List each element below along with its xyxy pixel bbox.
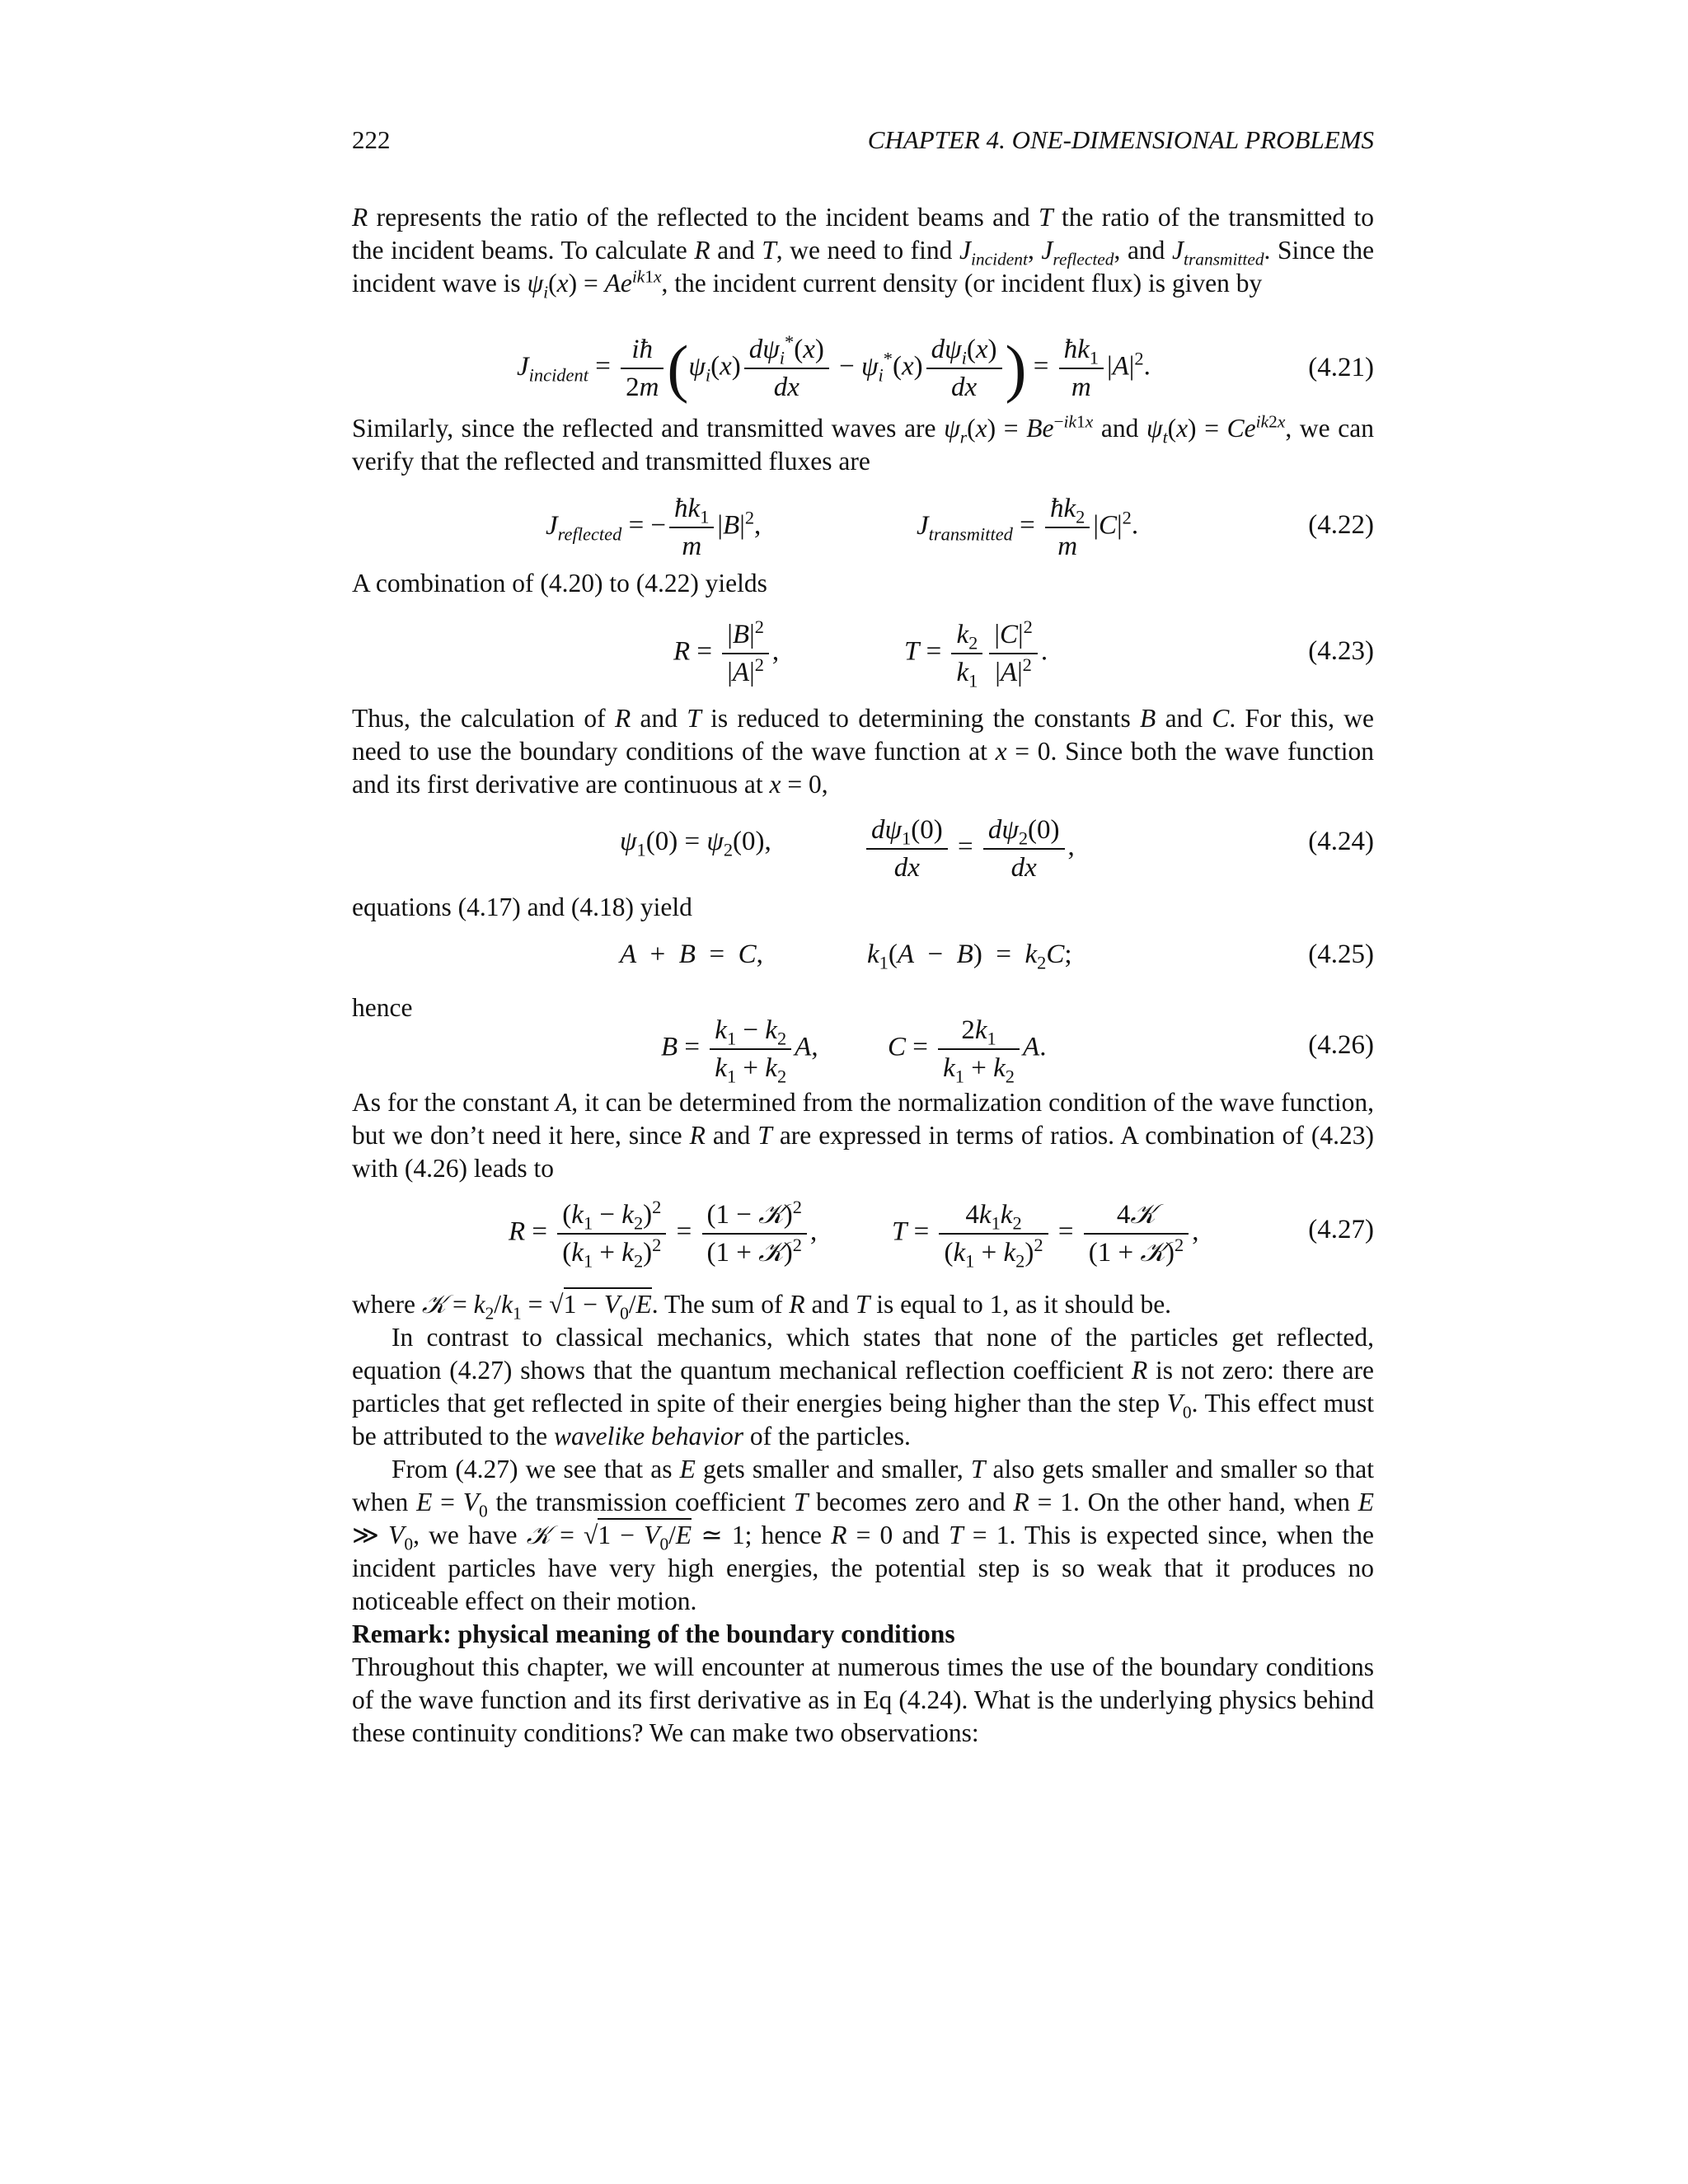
running-header: [352, 125, 1374, 163]
page-number: 222: [352, 125, 391, 154]
equation-4-23: R = $\frac{|B|^2}{|A|^2}$ , T = $\frac{k_2}{k_1}$ $\frac{|C|^2}{|A|^2}$ . (4.23): [673, 616, 1374, 691]
paragraph-normalization: [352, 1086, 1374, 1185]
equation-number: (4.22): [1308, 510, 1374, 540]
equation-4-27: R = $\frac{(k_1 - k_2)^2}{(k_1 + k_2)^2}$ = $\frac{(1 - 𝒦)^2}{(1 + 𝒦)^2}$ , T = $\frac{4k_1k_2}{(k_1 + k_2)^2}$ = $\frac{\text{4𝒦}}{(1 + 𝒦)^2}$ , (4.27): [509, 1197, 1374, 1272]
equation-number: (4.21): [1308, 353, 1374, 382]
paragraph-text: From (4.27) we see that as E gets smaller and smaller, T also gets smaller and smaller so that when $E = V_0$ the transmission coefficient T becomes zero and R = 1. On the other hand, when E ≫ $V_0$, we have 𝒦 = $√1 - V_0/E$ ≃ 1; hence R = 0 and T = 1. This is expected since, when the incident particles have very high energies, the potential step is so weak that it produces no noticeable effect on their motion.: [352, 1455, 1375, 1615]
paragraph-text: Thus, the calculation of R and T is reduced to determining the constants B and C. For this, we need to use the boundary conditions of the wave function at x = 0. Since both the wave function and its first derivative are continuous at x = 0,: [352, 704, 1375, 799]
equation-4-26: B = $\frac{k_1 - k_2}{k_1 + k_2}$ A, C = $\frac{2k_1}{k_1 + k_2}$ A. (4.26): [352, 1012, 1374, 1094]
paragraph-text: hence: [352, 993, 413, 1022]
paragraph-text: As for the constant A, it can be determined from the normalization condition of the wave function, but we don’t need it here, since R and T are expressed in terms of ratios. A combination of (4.23) with (4.26) leads to: [352, 1088, 1375, 1183]
paragraph-discussion: [352, 1288, 1374, 1750]
equation-number: (4.27): [1308, 1215, 1374, 1244]
paragraph-intro: [352, 201, 1374, 300]
paragraph-text: A combination of (4.20) to (4.22) yields: [352, 569, 767, 598]
remark-heading: Remark: physical meaning of the boundary conditions: [352, 1619, 955, 1648]
paragraph-equations-yield: [352, 891, 1374, 924]
equation-number: (4.23): [1308, 636, 1374, 666]
paragraph-text: Throughout this chapter, we will encounter at numerous times the use of the boundary conditions of the wave function and its first derivative as in Eq (4.24). What is the underlying physics behind these continuity conditions? We can make two observations:: [352, 1652, 1374, 1747]
paragraph-boundary: [352, 702, 1374, 801]
paragraph-text: Similarly, since the reflected and transmitted waves are $\psi_r(x) = Be^{-ik1x}$ and $\psi_t(x) = Ce^{ik2x}$, we can verify that the reflected and transmitted fluxes are: [352, 411, 1374, 476]
equation-4-22: $J_{reflected}$ = − $\frac{ħk_1}{m}$ $|B|^2$, $J_{transmitted}$ = $\frac{ħk_2}{m}$ $|C|^2$. (4.22): [352, 490, 1374, 573]
equation-4-24: $\psi_1(0) = \psi_2(0)$, $\frac{d\psi_1(0)}{dx}$ = $\frac{d\psi_2(0)}{dx}$ , (4.24): [352, 812, 1374, 894]
equation-number: (4.26): [1308, 1030, 1374, 1060]
paragraph-fluxes: [352, 412, 1374, 478]
paragraph-text: In contrast to classical mechanics, which states that none of the particles get reflected, equation (4.27) shows that the quantum mechanical reflection coefficient R is not zero: there are particles that get reflected in spite of their energies being higher than the step $V_0$. This effect must be attributed to the wavelike behavior of the particles.: [352, 1323, 1375, 1451]
equation-number: (4.25): [1308, 940, 1374, 969]
chapter-title: CHAPTER 4. ONE-DIMENSIONAL PROBLEMS: [867, 125, 1374, 154]
equation-4-21: $J_{incident}$ = $\frac{iħ}{2m}$ ($\psi_i(x)$ $\frac{d\psi_i^*(x)}{dx}$ − $\psi_i^*(x)$ $\frac{d\psi_i(x)}{dx}$ ) = $\frac{ħk_1}{m}$ $|A|^2$. (4.21): [517, 331, 1374, 404]
equation-4-25: A + B = C, $k_1(A - B) = k_2C$; (4.25): [620, 940, 1374, 973]
paragraph-text: R represents the ratio of the reflected to the incident beams and T the ratio of the transmitted to the incident beams. To calculate R and T, we need to find $J_{incident}$, $J_{reflected}$, and $J_{transmitted}$. Since the incident wave is $\psi_i(x) = Ae^{ik1x}$, the incident current density (or incident flux) is given by: [352, 203, 1375, 302]
paragraph-combination: [352, 567, 1374, 600]
equation-number: (4.24): [1308, 827, 1374, 856]
paragraph-text: where 𝒦 = $k_2/k_1 = √1 - V_0/E$. The sum of R and T is equal to 1, as it should be.: [352, 1288, 1374, 1321]
paragraph-text: equations (4.17) and (4.18) yield: [352, 893, 692, 921]
